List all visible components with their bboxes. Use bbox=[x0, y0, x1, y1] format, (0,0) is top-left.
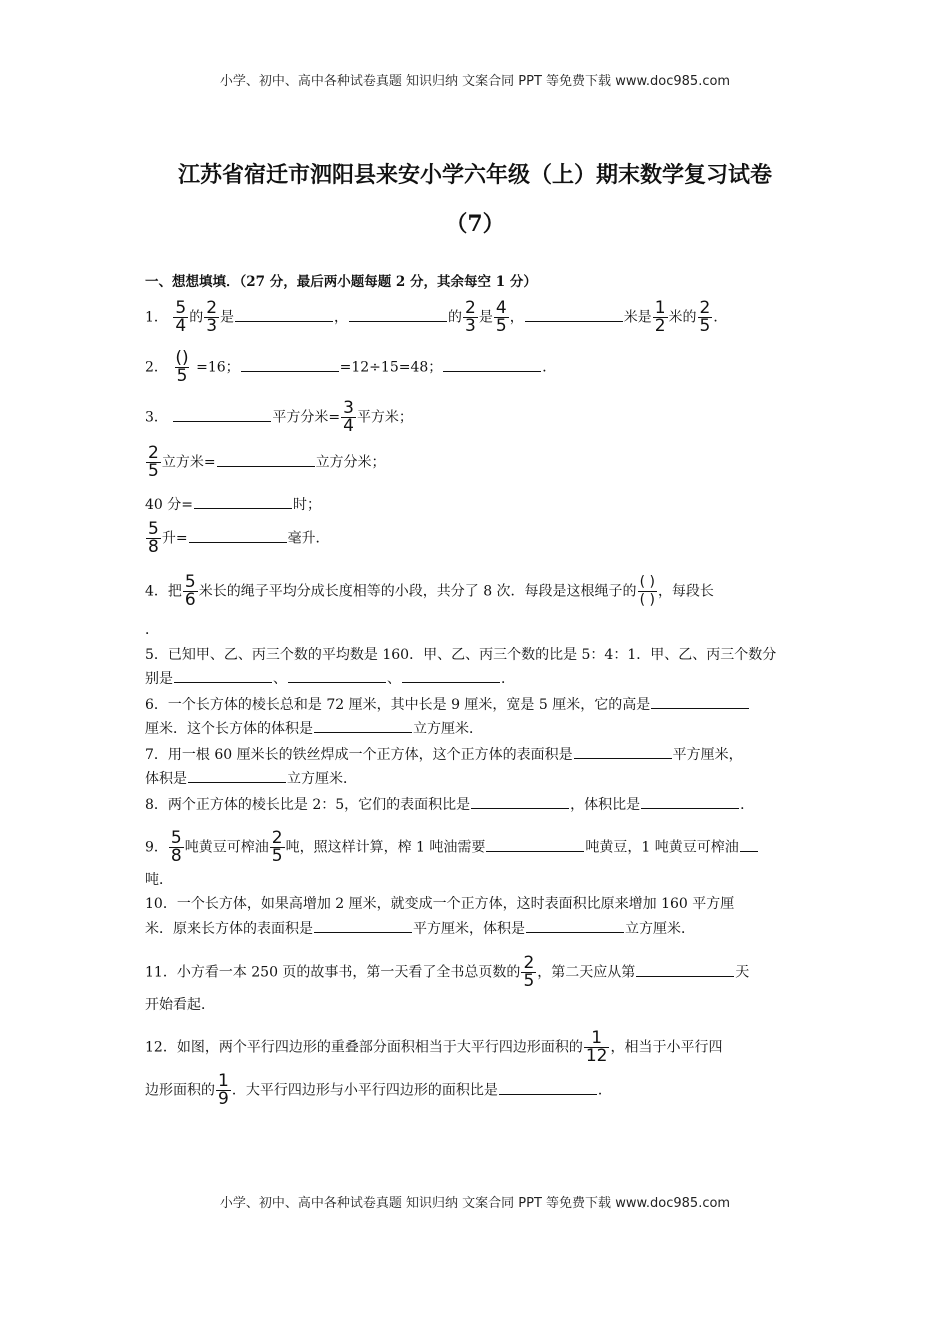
question-3: 3． 平方分米= $\frac{3}{4}$ 平方米； bbox=[145, 398, 413, 436]
question-6: 6．一个长方体的棱长总和是 72 厘米，其中长是 9 厘米，宽是 5 厘米，它的高是 bbox=[145, 694, 810, 715]
question-2: 2． () 5 =16； =12÷15=48； ． bbox=[145, 348, 557, 386]
question-7-line-2: 体积是 立方厘米． bbox=[145, 768, 810, 789]
answer-blank[interactable] bbox=[471, 794, 569, 809]
question-10: 10．一个长方体，如果高增加 2 厘米，就变成一个正方体，这时表面积比原来增加 160 平方厘 bbox=[145, 896, 735, 912]
question-8: 8．两个正方体的棱长比是 2：5，它们的表面积比是 ，体积比是 ． bbox=[145, 794, 810, 815]
fraction: $\frac{1}{9}$ bbox=[218, 1071, 229, 1109]
answer-blank[interactable] bbox=[314, 918, 412, 933]
fraction: $\frac{2}{5}$ bbox=[523, 953, 535, 991]
fraction: ( ) ( ) bbox=[639, 574, 655, 608]
answer-blank[interactable] bbox=[217, 452, 315, 467]
question-4-line-2: ． bbox=[145, 622, 159, 638]
answer-blank[interactable] bbox=[235, 307, 333, 322]
answer-blank[interactable] bbox=[636, 962, 734, 977]
fraction: $\frac{2}{5}$ bbox=[699, 298, 711, 336]
fraction: $\frac{5}{8}$ bbox=[148, 519, 159, 557]
question-12: 12．如图，两个平行四边形的重叠部分面积相当于大平行四边形面积的 $\frac{1}{12}$ ，相当于小平行四 bbox=[145, 1028, 723, 1066]
question-3-line-2: $\frac{2}{5}$ 立方米= 立方分米； bbox=[148, 443, 386, 481]
fraction: $\frac{5}{4}$ bbox=[175, 298, 187, 336]
question-5: 5．已知甲、乙、丙三个数的平均数是 160．甲、乙、丙三个数的比是 5：4：1．甲、乙、丙三个数分 bbox=[145, 647, 777, 663]
answer-blank[interactable] bbox=[188, 768, 286, 783]
answer-blank[interactable] bbox=[443, 357, 541, 372]
fraction: $\frac{5}{6}$ bbox=[184, 572, 196, 610]
question-9-line-2: 吨． bbox=[145, 872, 173, 888]
fraction: $\frac{4}{5}$ bbox=[495, 298, 507, 336]
answer-blank[interactable] bbox=[486, 837, 584, 852]
question-9: 9． $\frac{5}{8}$ 吨黄豆可榨油 $\frac{2}{5}$ 吨，照这样计算，榨 1 吨油需要 吨黄豆，1 吨黄豆可榨油 bbox=[145, 830, 810, 865]
fraction: () 5 bbox=[175, 348, 189, 386]
answer-blank[interactable] bbox=[574, 744, 672, 759]
question-6-line-2: 厘米．这个长方体的体积是 立方厘米． bbox=[145, 718, 810, 739]
question-11-line-2: 开始看起． bbox=[145, 997, 215, 1013]
fraction: $\frac{3}{4}$ bbox=[343, 398, 354, 436]
answer-blank[interactable] bbox=[641, 794, 739, 809]
question-3-line-3: 40 分= 时； bbox=[145, 494, 810, 515]
question-11: 11．小方看一本 250 页的故事书，第一天看了全书总页数的 $\frac{2}{5}$ ，第二天应从第 天 bbox=[145, 953, 750, 991]
answer-blank[interactable] bbox=[189, 528, 287, 543]
question-12-line-2: 边形面积的 $\frac{1}{9}$ ．大平行四边形与小平行四边形的面积比是 ． bbox=[145, 1071, 612, 1109]
question-number: 1． bbox=[145, 309, 168, 326]
answer-blank[interactable] bbox=[241, 357, 339, 372]
fraction: $\frac{1}{12}$ bbox=[585, 1028, 608, 1066]
answer-blank[interactable] bbox=[349, 307, 447, 322]
answer-blank[interactable] bbox=[173, 407, 271, 422]
section-heading: 一、想想填填．（27 分，最后两小题每题 2 分，其余每空 1 分） bbox=[145, 274, 537, 290]
page-footer: 小学、初中、高中各种试卷真题 知识归纳 文案合同 PPT 等免费下载 www.doc985.com bbox=[219, 1196, 731, 1211]
question-7: 7．用一根 60 厘米长的铁丝焊成一个正方体，这个正方体的表面积是 平方厘米， bbox=[145, 744, 810, 765]
question-10-line-2: 米．原来长方体的表面积是 平方厘米，体积是 立方厘米． bbox=[145, 918, 810, 939]
question-number: 2． bbox=[145, 359, 168, 376]
fraction: $\frac{2}{3}$ bbox=[465, 298, 476, 336]
page-title: 江苏省宿迁市泗阳县来安小学六年级（上）期末数学复习试卷 bbox=[177, 162, 772, 188]
question-number: 3． bbox=[145, 409, 168, 426]
question-1: 1． $\frac{5}{4}$ 的 $\frac{2}{3}$ 是 ， 的 $\frac{2}{3}$ 是 $\frac{4}{5}$ ， 米是 $\frac{1}{2}$ 米的 $\frac{2}{5}$ ． bbox=[145, 298, 728, 336]
fraction: $\frac{2}{3}$ bbox=[206, 298, 218, 336]
answer-blank[interactable] bbox=[194, 494, 292, 509]
answer-blank[interactable] bbox=[288, 668, 386, 683]
answer-blank[interactable] bbox=[314, 718, 412, 733]
question-4: 4．把 $\frac{5}{6}$ 米长的绳子平均分成长度相等的小段，共分了 8 次．每段是这根绳子的 ( ) ( ) ，每段长 bbox=[145, 572, 714, 610]
fraction: $\frac{2}{5}$ bbox=[148, 443, 159, 481]
answer-blank[interactable] bbox=[402, 668, 500, 683]
answer-blank[interactable] bbox=[174, 668, 272, 683]
page-title-number: （7） bbox=[445, 211, 505, 237]
fraction: $\frac{1}{2}$ bbox=[654, 298, 666, 336]
answer-blank[interactable] bbox=[651, 694, 749, 709]
answer-blank[interactable] bbox=[526, 918, 624, 933]
answer-blank[interactable] bbox=[740, 837, 758, 852]
answer-blank[interactable] bbox=[499, 1080, 597, 1095]
fraction: $\frac{5}{8}$ bbox=[170, 828, 182, 866]
page-header: 小学、初中、高中各种试卷真题 知识归纳 文案合同 PPT 等免费下载 www.doc985.com bbox=[219, 74, 731, 89]
answer-blank[interactable] bbox=[525, 307, 623, 322]
question-3-line-4: $\frac{5}{8}$ 升= 毫升． bbox=[148, 519, 330, 557]
fraction: $\frac{2}{5}$ bbox=[271, 828, 283, 866]
question-5-line-2: 别是 、 、 ． bbox=[145, 668, 810, 689]
